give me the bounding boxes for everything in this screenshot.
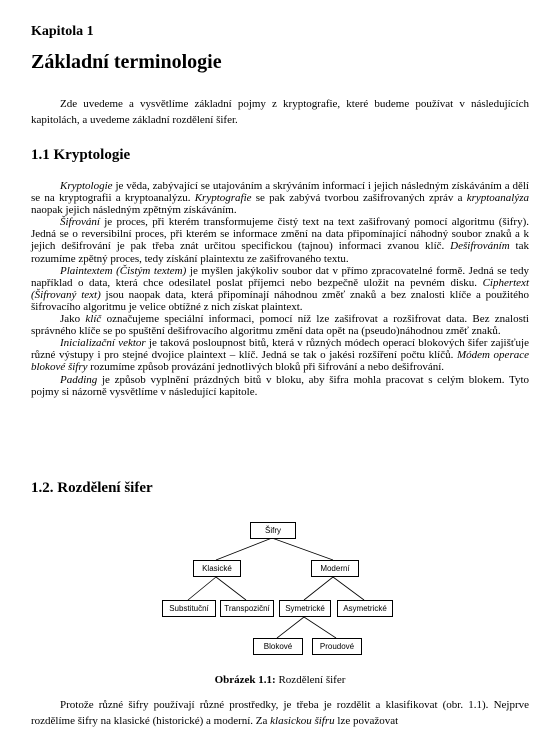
text-run: se pak zabývá tvorbou zašifrovaných zpráv a [251,192,467,205]
text-run: je myšlen jakýkoliv soubor dat v přímo zpracovatelné formě. Jedná se tedy například o data, která chce odesilatel poslat příjemci nebo bezpečně uložit na pevném disku. [31,264,529,289]
edge-moderni-asymetricke [333,577,364,600]
term-italic: Šifrování [60,216,100,229]
intro-text: Zde uvedeme a vysvětlíme základní pojmy z kryptografie, které budeme používat v následujících kapitolách, a uvedeme základní rozdělení šifer. [31,98,529,126]
node-substitucni: Substituční [162,600,216,617]
classification-paragraph [31,697,529,729]
text-run: naopak jejich následným zpětným získáváním. [31,204,237,217]
paragraph [31,216,529,264]
intro-paragraph [31,96,529,128]
text-run: tak rozumíme zpětný proces, tedy získání plaintextu ze zašifrovaného textu. [31,240,529,265]
node-klasicke: Klasické [193,560,241,577]
term-italic: Plaintextem (Čistým textem) [60,264,187,277]
node-proudove: Proudové [312,638,362,655]
paragraph [31,265,529,313]
term-italic: klasickou šifru [270,715,335,727]
node-asymetricke: Asymetrické [337,600,393,617]
node-sifry: Šifry [250,522,296,539]
chapter-label: Kapitola 1 [31,24,94,39]
section-heading-rozdeleni-sifer: 1.2. Rozdělení šifer [31,480,153,496]
edge-klasicke-transpozicni [216,577,246,600]
figure-caption-label: Obrázek 1.1: [214,674,276,686]
paragraph [31,313,529,337]
edge-symetricke-proudove [304,617,336,638]
term-italic: klíč [85,313,102,326]
edge-klasicke-substitucni [188,577,216,600]
text-run: Jako [60,313,86,326]
paragraph [31,180,529,216]
section-heading-kryptologie: 1.1 Kryptologie [31,147,131,163]
node-transpozicni: Transpoziční [220,600,274,617]
node-moderni: Moderní [311,560,359,577]
term-italic: Kryptografie [194,192,252,205]
paragraph [31,337,529,373]
text-run: je způsob vyplnění prázdných bitů v bloku, aby šifra mohla pracovat s celým blokem. Tyto pojmy si názorně vysvětlíme v následující kapitole. [31,373,529,398]
term-italic: Ciphertext (Šifrovaný text) [31,276,529,301]
edge-moderni-symetricke [304,577,333,600]
edge-root-moderni [272,538,333,560]
term-italic: kryptoanalýza [466,192,530,205]
term-italic: Módem operace blokové šifry [31,349,529,374]
cipher-classification-diagram [31,518,529,658]
text-run: rozumíme způsob provázání jednotlivých bloků při šifrování a nebo dešifrování. [87,361,445,374]
node-symetricke: Symetrické [279,600,331,617]
term-italic: Padding [60,373,98,386]
section-kryptologie-body [31,180,529,398]
term-italic: Kryptologie [60,180,113,192]
edge-symetricke-blokove [277,617,304,638]
text-run: Protože různé šifry používají různé prostředky, je třeba je rozdělit a klasifikovat (obr. 1.1). Nejprve rozdělíme šifry na klasické (historické) a moderní. Za [31,699,529,727]
term-italic: Inicializační vektor [60,337,146,350]
diagram-connectors [31,518,529,658]
edge-root-klasicke [216,538,272,560]
classification-text [31,697,529,729]
text-run: je taková posloupnost bitů, která v různých módech operací blokových šifer zajišťuje různé výstupy i pro stejné dvojice plaintext – klíč. Jedná se tak o jakési rozšíření počtu klíčů. [31,337,529,362]
text-run: lze považovat [334,715,399,727]
chapter-title: Základní terminologie [31,51,222,73]
text-run: je proces, při kterém transformujeme čistý text na text zašifrovaný pomocí algoritmu (šifry). Jedná se o reversibilní proces, při kterém se informace změní na data připomínající náhodný soubor znaků a k jejich dešifrování je pak třeba znát určitou specifickou (tajnou) informaci zvanou klíč. [31,216,529,253]
text-run: jsou naopak data, která připomínají náhodnou změť znaků a bez znalosti klíče a použitého šifrovacího algoritmu je velice obtížné z nich získat plaintext. [31,288,529,313]
figure-caption [31,674,529,686]
text-run: je věda, zabývající se utajováním a skrýváním informací i jejich následným získáváním a dělí se na kryptografii a kryptoanalýzu. [31,180,529,205]
paragraph [31,374,529,398]
node-blokove: Blokové [253,638,303,655]
figure-caption-text: Rozdělení šifer [275,674,346,686]
term-italic: Dešifrováním [450,240,510,253]
text-run: označujeme speciální informaci, pomocí níž lze zašifrovat a rozšifrovat data. Bez znalosti správného klíče se po spuštění dešifrovacího algoritmu změní data opět na (pseudo)náhodnou změť znaků. [31,313,529,338]
